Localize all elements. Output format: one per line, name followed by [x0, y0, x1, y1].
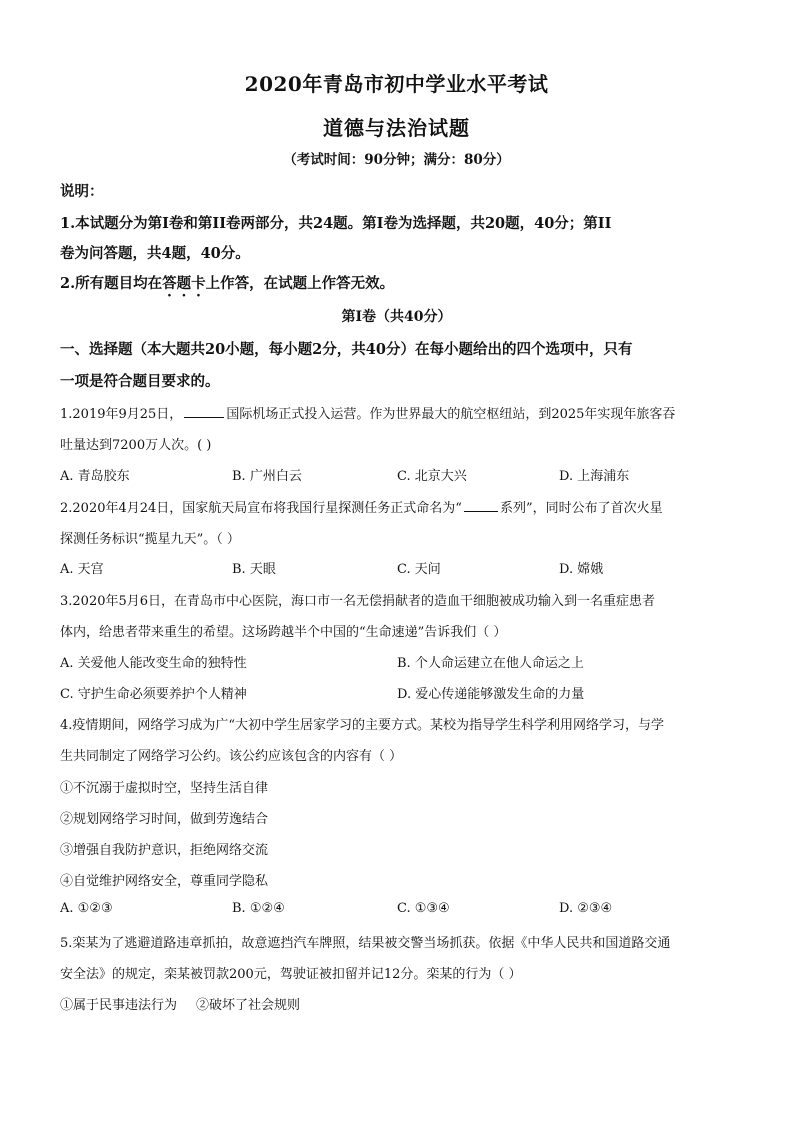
question-3-option-d[interactable]: D. 爱心传递能够激发生命的力量 [397, 687, 585, 702]
question-3-line1: 3.2020年5月6日，在青岛市中心医院，海口市一名无偿捐献者的造血干细胞被成功输入到一名重症患者 [60, 594, 656, 609]
question-4-option-d[interactable]: D. ②③④ [559, 901, 613, 916]
question-4-line2: 生共同制定了网络学习公约。该公约应该包含的内容有（ ） [60, 749, 403, 764]
question-2-option-d[interactable]: D. 嫦娥 [559, 562, 604, 577]
question-4-statement-2: ②规划网络学习时间，做到劳逸结合 [60, 812, 269, 827]
question-1-option-a[interactable]: A. 青岛胶东 [60, 469, 130, 484]
question-4-statement-3: ③增强自我防护意识，拒绝网络交流 [60, 843, 269, 858]
question-5-statement-1: ①属于民事违法行为 [60, 998, 178, 1013]
question-3-option-b[interactable]: B. 个人命运建立在他人命运之上 [397, 656, 584, 671]
exam-title: 2020年青岛市初中学业水平考试 [244, 72, 549, 96]
section-title: 第I卷（共40分） [341, 309, 452, 325]
question-3-line2: 体内，给患者带来重生的希望。这场跨越半个中国的“生命速递”告诉我们（ ） [60, 625, 507, 640]
question-4-option-b[interactable]: B. ①②④ [232, 901, 285, 916]
question-1-option-c[interactable]: C. 北京大兴 [397, 469, 467, 484]
question-4-statement-4: ④自觉维护网络安全，尊重同学隐私 [60, 874, 269, 889]
question-2-option-b[interactable]: B. 天眼 [232, 562, 276, 577]
question-1-option-b[interactable]: B. 广州白云 [232, 469, 302, 484]
question-2-option-c[interactable]: C. 天问 [397, 562, 441, 577]
emphasis-char: 题 [176, 275, 192, 292]
question-1-line2: 吐量达到7200万人次。( ) [60, 438, 212, 453]
answer-blank [184, 405, 224, 418]
question-2-option-a[interactable]: A. 天宫 [60, 562, 104, 577]
question-2-line1: 2.2020年4月24日，国家航天局宣布将我国行星探测任务正式命名为“ 系列”，同时公布了首次火星 [60, 501, 663, 516]
subject-title: 道德与法治试题 [323, 116, 470, 140]
section-desc-line2: 一项是符合题目要求的。 [60, 373, 220, 390]
answer-blank [464, 499, 498, 512]
question-3-option-c[interactable]: C. 守护生命必须要养护个人精神 [60, 687, 247, 702]
question-5-line1: 5.栾某为了逃避道路违章抓拍，故意遮挡汽车牌照，结果被交警当场抓获。依据《中华人民共和国道路交通 [60, 936, 671, 951]
question-4-option-a[interactable]: A. ①②③ [60, 901, 113, 916]
question-4-option-c[interactable]: C. ①③④ [397, 901, 450, 916]
section-desc-line1: 一、选择题（本大题共20小题，每小题2分，共40分）在每小题给出的四个选项中，只有 [60, 341, 633, 358]
instructions-heading: 说明： [60, 183, 104, 200]
question-4-statement-1: ①不沉溺于虚拟时空，坚持生活自律 [60, 781, 269, 796]
instruction-2: 2.所有题目均在答题卡上作答，在试题上作答无效。 [60, 275, 395, 292]
instruction-1-line2: 卷为问答题，共4题，40分。 [60, 245, 250, 262]
question-3-option-a[interactable]: A. 关爱他人能改变生命的独特性 [60, 656, 247, 671]
question-1-line1: 1.2019年9月25日， 国际机场正式投入运营。作为世界最大的航空枢纽站，到2025年实现年旅客吞 [60, 407, 676, 422]
question-4-line1: 4.疫情期间，网络学习成为广“大初中学生居家学习的主要方式。某校为指导学生科学利用网络学习，与学 [60, 718, 665, 733]
emphasis-char: 卡 [191, 275, 206, 292]
emphasis-char: 答 [162, 275, 177, 292]
instruction-1-line1: 1.本试题分为第I卷和第II卷两部分，共24题。第I卷为选择题，共20题，40分；第II [60, 215, 612, 232]
question-5-line2: 安全法》的规定，栾某被罚款200元，驾驶证被扣留并记12分。栾某的行为（ ） [60, 967, 522, 982]
question-5-statement-2: ②破坏了社会规则 [196, 998, 301, 1013]
question-2-line2: 探测任务标识“揽星九天”。（ ） [60, 532, 240, 547]
question-1-option-d[interactable]: D. 上海浦东 [559, 469, 630, 484]
exam-info: （考试时间：90分钟；满分：80分） [283, 152, 510, 168]
